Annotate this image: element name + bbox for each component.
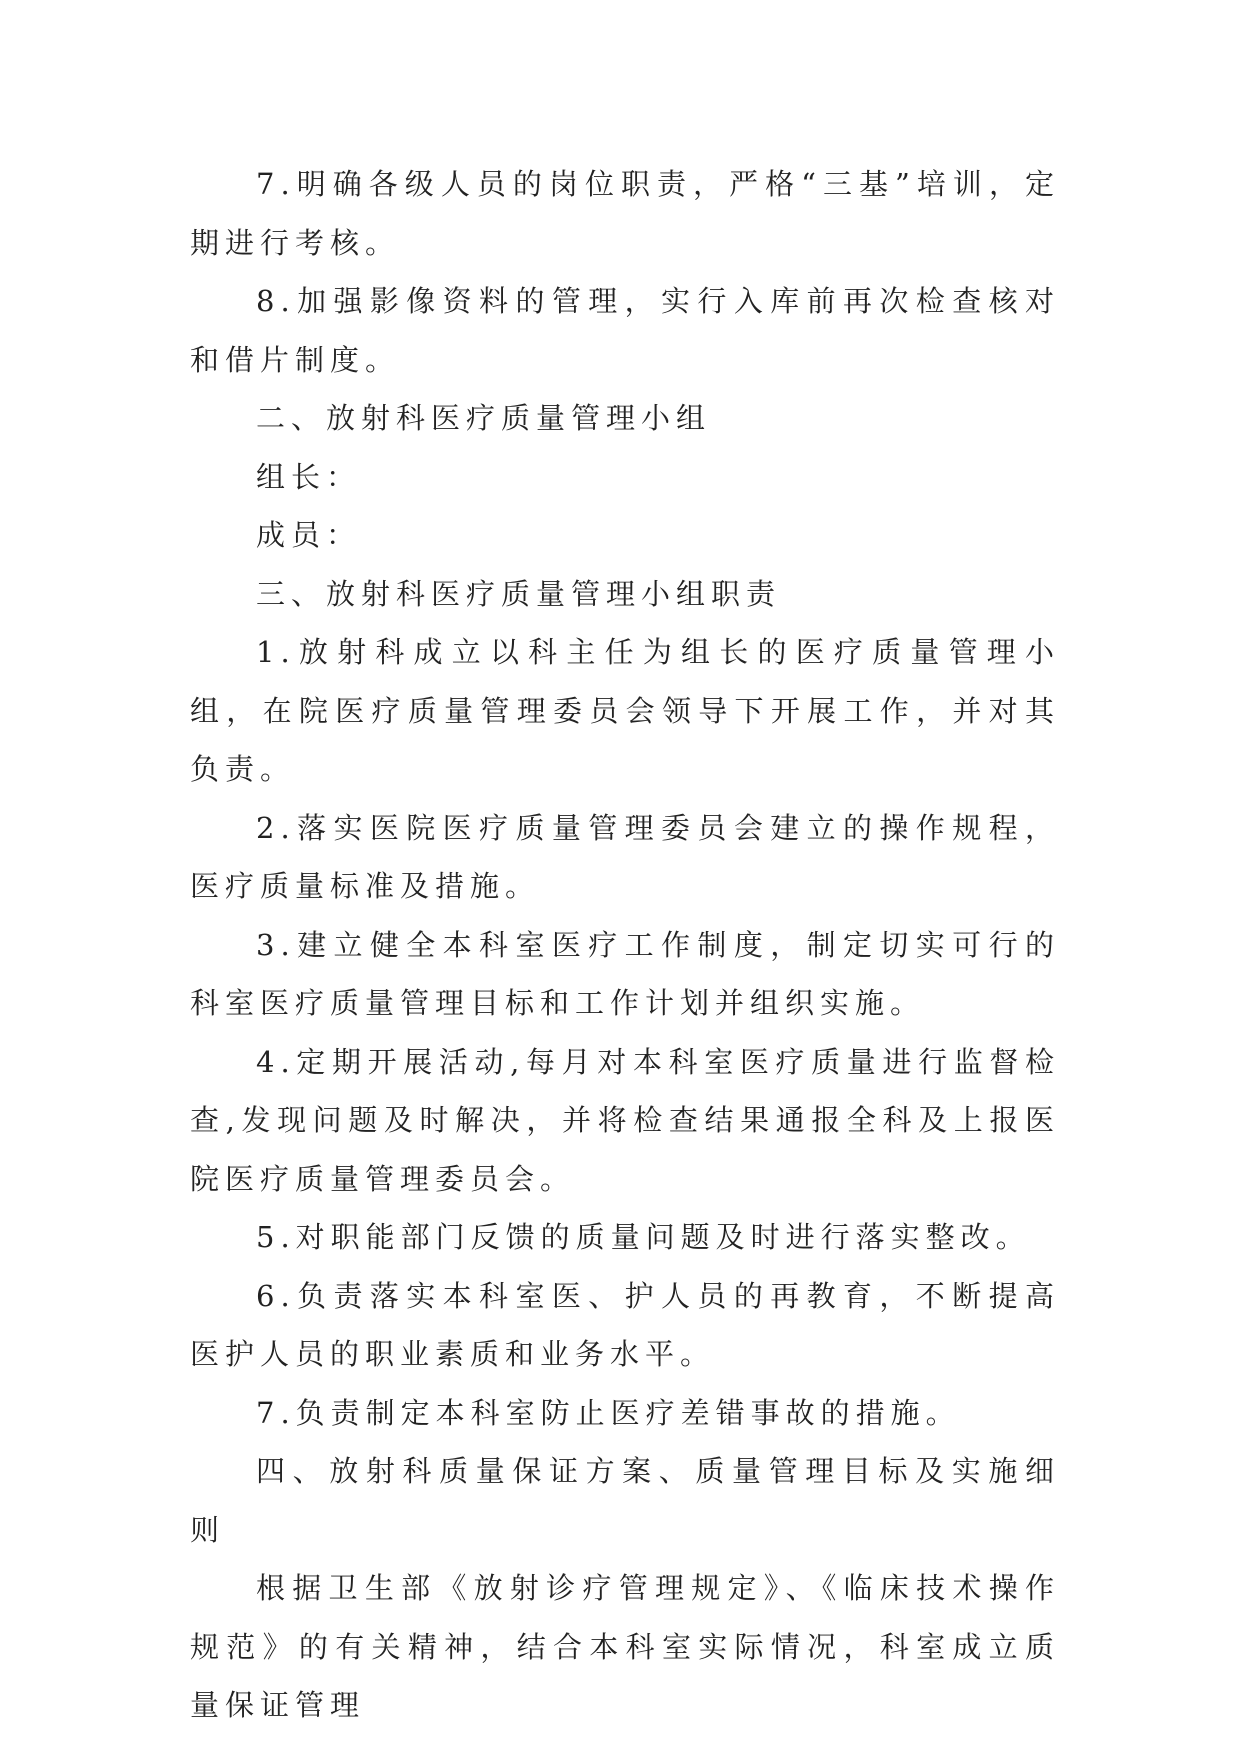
document-body: [190, 155, 1060, 1735]
section-heading-3: 三、放射科医疗质量管理小组职责: [256, 576, 782, 611]
paragraph-responsibility-2: 2.落实医院医疗质量管理委员会建立的操作规程，医疗质量标准及措施。: [190, 810, 1060, 903]
paragraph-responsibility-1: 1.放射科成立以科主任为组长的医疗质量管理小组，在院医疗质量管理委员会领导下开展工作，并对其负责。: [190, 635, 1060, 786]
paragraph-responsibility-4: 4.定期开展活动,每月对本科室医疗质量进行监督检查,发现问题及时解决，并将检查结果通报全科及上报医院医疗质量管理委员会。: [190, 1044, 1060, 1196]
section-heading-4: 四、放射科质量保证方案、质量管理目标及实施细则: [190, 1454, 1060, 1547]
paragraph-responsibility-6: 6.负责落实本科室医、护人员的再教育，不断提高医护人员的职业素质和业务水平。: [190, 1278, 1060, 1371]
paragraph-duty-7: 7.明确各级人员的岗位职责，严格“三基”培训，定期进行考核。: [190, 167, 1060, 260]
paragraph-responsibility-5: 5.对职能部门反馈的质量问题及时进行落实整改。: [256, 1220, 1031, 1254]
paragraph-basis: 根据卫生部《放射诊疗管理规定》、《临床技术操作规范》的有关精神，结合本科室实际情况，科室成立质量保证管理: [190, 1571, 1060, 1722]
paragraph-responsibility-3: 3.建立健全本科室医疗工作制度，制定切实可行的科室医疗质量管理目标和工作计划并组织实施。: [190, 927, 1060, 1020]
group-members-line: 成员：: [256, 518, 362, 552]
section-heading-2: 二、放射科医疗质量管理小组: [256, 401, 712, 435]
paragraph-responsibility-7: 7.负责制定本科室防止医疗差错事故的措施。: [256, 1395, 961, 1430]
group-leader-line: 组长：: [256, 459, 362, 494]
paragraph-duty-8: 8.加强影像资料的管理，实行入库前再次检查核对和借片制度。: [190, 284, 1060, 377]
